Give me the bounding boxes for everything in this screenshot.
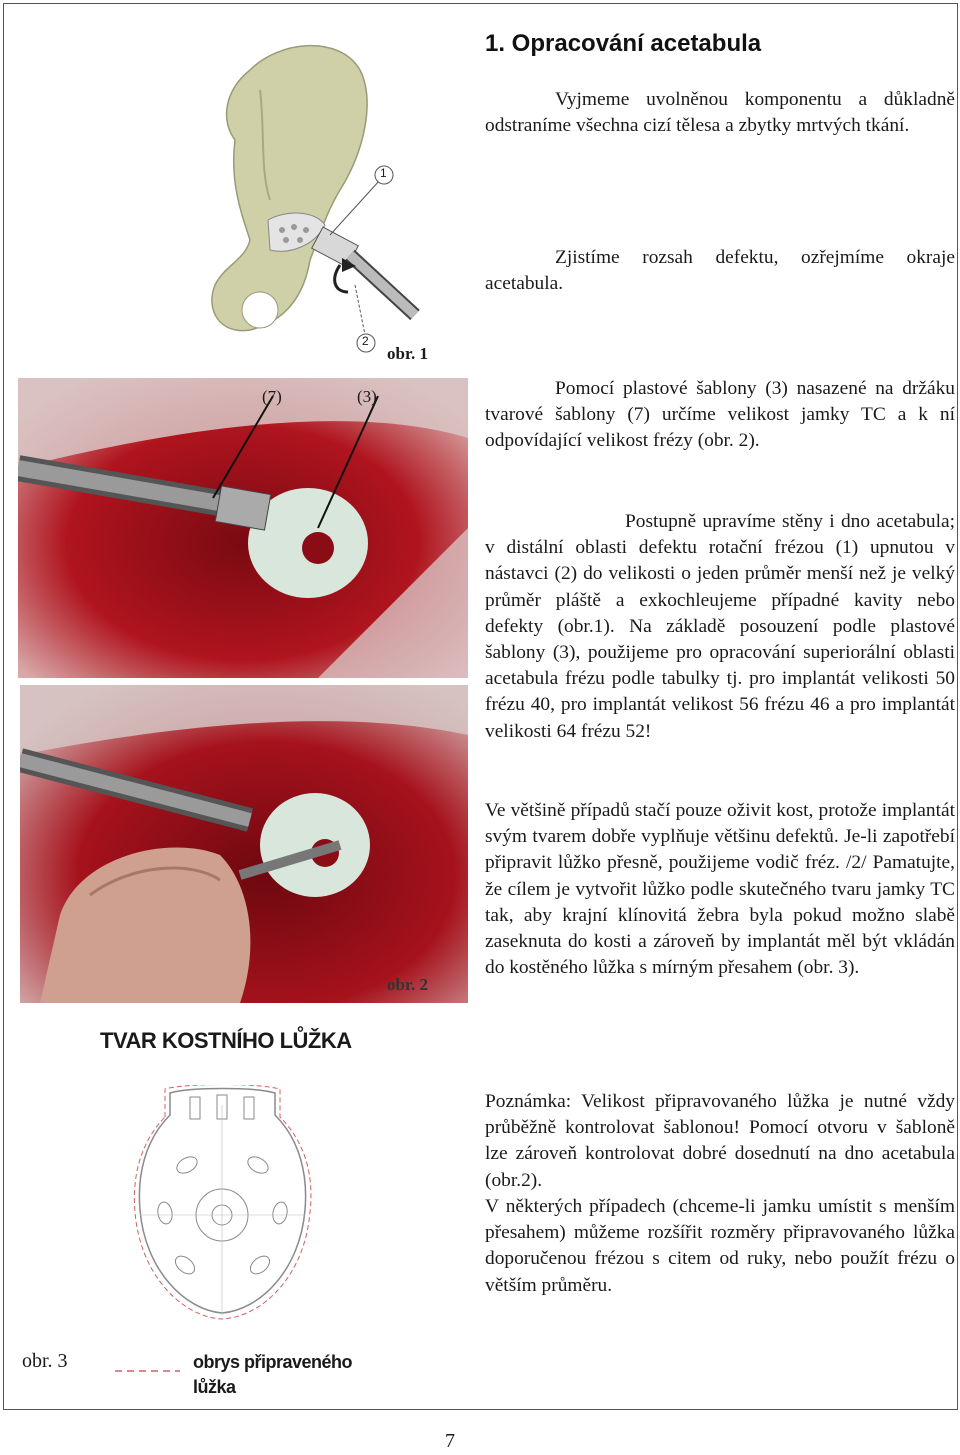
paragraph-template-size: Pomocí plastové šablony (3) nasazené na držáku tvarové šablony (7) určíme velikost jamky TC a k ní odpovídající velikost frézy (obr. 2). [485, 378, 955, 452]
paragraph-reaming-procedure: Postupně upravíme stěny i dno acetabula; v distální oblasti defektu rotační frézou (1) upnutou v nástavci (2) do velikosti o jeden průměr menší než je velký průměr pláště a exkochleujeme případné kavity nebo defekty (obr.1). Na základě posouzení podle plastové šablony (3), použijeme pro opracování superiorální oblasti acetabula frézu podle tabulky tj. pro implantát velikosti 50 frézu 40, pro implantát velikost 56 frézu 46 a pro implantát velikosti 64 frézu 52! [485, 511, 955, 742]
fig2-label-7: (7) [262, 387, 282, 406]
figure-3-caption: obr. 3 [22, 1350, 68, 1372]
paragraph-bone-bed-preparation: Ve většině případů stačí pouze oživit kost, protože implantát svým tvarem dobře vyplňuje většinu defektů. Je-li zapotřebí připravit lůžko přesně, použijeme vodič fréz. /2/ Pamatujte, že cílem je vytvořit lůžko podle skutečného tvaru jamky TC tak, aby krajní klínovitá žebra byla pokud možno slabě zaseknuta do kosti a zároveň by implantát měl být vkládán do kostěného lůžka s mírným přesahem (obr. 3). [485, 800, 955, 979]
fig1-callout-2: 2 [362, 334, 369, 348]
fig1-callout-1: 1 [380, 166, 387, 180]
paragraph-defect-extent: Zjistíme rozsah defektu, ozřejmíme okraje acetabula. [485, 247, 955, 295]
figure-1-pelvis-illustration [190, 30, 440, 370]
figure-2-surgical-photo-top [18, 378, 468, 678]
paragraph-note: Poznámka: Velikost připravovaného lůžka je nutné vždy průběžně kontrolovat šablonou! Pomocí otvoru v šabloně lze zároveň kontrolovat dobré dosednutí na dno acetabula (obr.2). [485, 1091, 955, 1191]
fig2-label-3: (3) [357, 387, 377, 406]
figure-3-bone-bed-drawing [130, 1085, 315, 1320]
figure-2-caption: obr. 2 [387, 975, 428, 994]
figure-3-legend-text: obrys připraveného lůžka [193, 1352, 353, 1397]
paragraph-remove-component: Vyjmeme uvolněnou komponentu a důkladně odstraníme všechna cizí tělesa a zbytky mrtvých tkání. [485, 89, 955, 137]
section-heading: 1. Opracování acetabula [485, 30, 762, 57]
figure-1-caption: obr. 1 [387, 344, 428, 363]
paragraph-alternative: V některých případech (chceme-li jamku umístit s menším přesahem) můžeme rozšířit rozměry připravovaného lůžka doporučenou frézou s citem od ruky, nebo použít frézu o větším průměru. [485, 1196, 955, 1296]
figure-2-surgical-photo-bottom [20, 685, 468, 1003]
figure-3-title: TVAR KOSTNÍHO LŮŽKA [100, 1028, 352, 1053]
page-number: 7 [445, 1430, 455, 1452]
legend-dashed-line-icon [115, 1368, 180, 1374]
